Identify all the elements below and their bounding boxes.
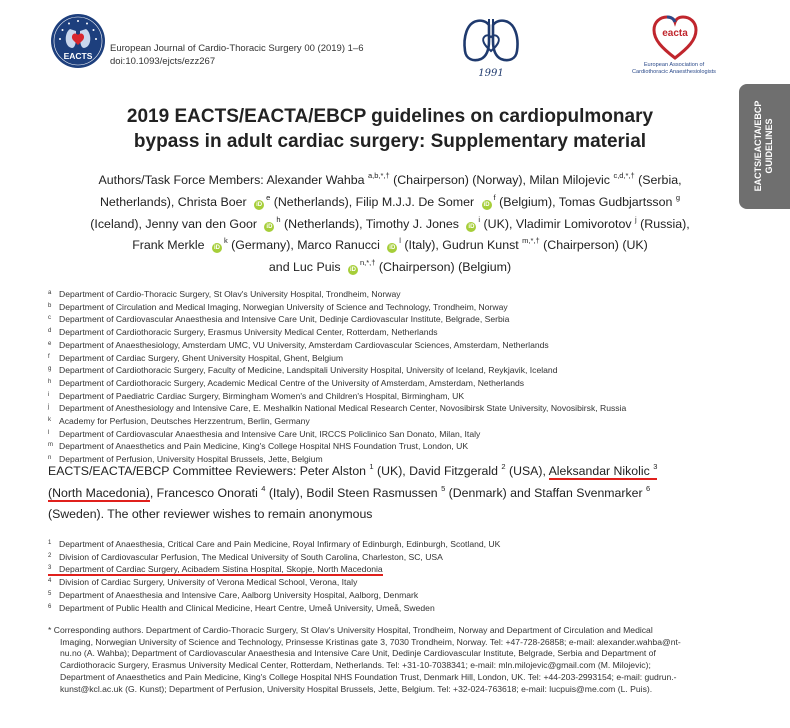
affiliation-item: c Department of Cardiovascular Anaesthesia and Intensive Care Unit, Dedinje Cardiovascular Institute, Belgrade, Serbia	[48, 314, 510, 325]
journal-citation: European Journal of Cardio-Thoracic Surgery 00 (2019) 1–6	[110, 43, 364, 54]
ebcp-logo-year: 1991	[478, 68, 504, 79]
eacta-name-line2: Cardiothoracic Anaesthesiologists	[632, 68, 716, 75]
affiliation-item: b Department of Circulation and Medical Imaging, Norwegian University of Science and Technology, Trondheim, Norway	[48, 301, 508, 312]
affiliation-item: k Academy for Perfusion, Deutsches Herzzentrum, Berlin, Germany	[48, 416, 310, 427]
side-tab-line2: GUIDELINES	[764, 118, 774, 174]
reviewer-line-1: EACTS/EACTA/EBCP Committee Reviewers: Peter Alston $^1$ (UK), David Fitzgerald $^2$ (USA), Aleksandar Nikolic $^3$	[48, 462, 658, 478]
article-title	[50, 104, 730, 154]
author-line-3: (Iceland), Jenny van den Goor $iD^h$ (Netherlands), Timothy J. Jones $iD^i$ (UK), Vladimir Lomivorotov $^j$ (Russia),	[90, 214, 690, 231]
ebcp-logo	[459, 15, 523, 79]
corresponding-line: Imaging, Norwegian University of Science and Technology, Prinsesse Kristinas gate 3, 7030 Trondheim, Norway. Tel: +47-728-26858; e-mail: alexander.wahba@nt-	[60, 636, 681, 647]
affiliation-item: a Department of Cardio-Thoracic Surgery, St Olav's University Hospital, Trondheim, Norway	[48, 289, 401, 299]
title-line1: 2019 EACTS/EACTA/EBCP guidelines on cardiopulmonary	[126, 106, 654, 127]
corresponding-line: Cardiothoracic Surgery, Erasmus University Medical Center, Rotterdam, Netherlands. Tel: +31-10-7038341; e-mail: mln.milojevic@gmail.com (M. Milojevic);	[60, 660, 651, 671]
affiliation-item: i Department of Paediatric Cardiac Surgery, Birmingham Women's and Children's Hospital, Birmingham, UK	[48, 390, 465, 401]
corresponding-line: * Corresponding authors. Department of Cardio-Thoracic Surgery, St Olav's University Hospital, Trondheim, Norway and Department of Circulation and Medical	[48, 625, 653, 635]
orcid-icon[interactable]: iD	[483, 201, 490, 208]
journal-info	[110, 42, 363, 68]
reviewer-affiliation-item: 4 Division of Cardiac Surgery, University of Verona Medical School, Verona, Italy	[48, 577, 358, 588]
highlighted-reviewer-country: (North Macedonia)	[48, 485, 150, 500]
journal-doi: doi:10.1093/ejcts/ezz267	[110, 56, 216, 67]
orcid-icon[interactable]: iD	[213, 245, 220, 252]
orcid-icon[interactable]: iD	[468, 223, 475, 230]
author-line-4: Frank Merkle $iD^k$ (Germany), Marco Ranucci $iD^l$ (Italy), Gudrun Kunst $^{m,*,\dagger}$ (Chairperson) (UK)	[132, 236, 648, 253]
author-line-5: and Luc Puis $iD^{n,*,\dagger}$ (Chairperson) (Belgium)	[268, 258, 512, 275]
affiliation-item: n Department of Perfusion, University Hospital Brussels, Jette, Belgium	[48, 454, 323, 465]
reviewer-line-2: (North Macedonia), Francesco Onorati $^4$ (Italy), Bodil Steen Rasmussen $^5$ (Denmark) and Staffan Svenmarker $^6$	[48, 483, 651, 500]
orcid-icon[interactable]: iD	[256, 201, 263, 208]
reviewer-affiliation-item: 1 Department of Anaesthesia, Critical Care and Pain Medicine, Royal Infirmary of Edinburgh, Edinburgh, Scotland, UK	[48, 539, 501, 549]
reviewer-affiliation-item: 6 Department of Public Health and Clinical Medicine, Heart Centre, Umeå University, Umeå, Sweden	[48, 602, 435, 613]
affiliation-item: h Department of Cardiothoracic Surgery, Academic Medical Centre of the University of Amsterdam, Amsterdam, Netherlands	[48, 377, 525, 388]
eacta-logo-text: eacta	[662, 28, 688, 39]
eacta-name-line1: European Association of	[643, 62, 705, 68]
affiliation-list	[48, 288, 748, 466]
affiliation-item: m Department of Anaesthetics and Pain Medicine, King's College Hospital NHS Foundation Trust, London, UK	[48, 441, 469, 452]
corresponding-authors-footnote	[48, 625, 748, 695]
affiliation-item: f Department of Cardiac Surgery, Ghent University Hospital, Ghent, Belgium	[48, 352, 344, 363]
reviewer-affiliation-item: 5 Department of Anaesthesia and Intensive Care, Aalborg University Hospital, Aalborg, Denmark	[48, 589, 419, 600]
eacts-logo	[50, 13, 106, 69]
author-line-1: Authors/Task Force Members: Alexander Wahba $^{a,b,*,\dagger}$ (Chairperson) (Norway), Milan Milojevic $^{c,d,*,\dagger}$ (Serbia,	[98, 171, 682, 187]
orcid-icon[interactable]: iD	[350, 267, 356, 274]
corresponding-line: kunst@kcl.ac.uk (G. Kunst); Department of Perfusion, University Hospital Brussels, Jette, Belgium. Tel: +32-024-763618; e-mail: lucpuis@me.com (L. Puis).	[60, 683, 653, 694]
eacts-logo-text: EACTS	[63, 51, 93, 61]
affiliation-item: j Department of Anesthesiology and Intensive Care, E. Meshalkin National Medical Research Center, Novosibirsk State University, Novosibirsk, Russia	[48, 403, 627, 414]
affiliation-item: g Department of Cardiothoracic Surgery, Faculty of Medicine, Landspitali University Hospital, University of Iceland, Reykjavik, Iceland	[48, 365, 558, 376]
affiliation-item: l Department of Cardiovascular Anaesthesia and Intensive Care Unit, IRCCS Policlinico San Donato, Milan, Italy	[48, 428, 481, 439]
side-tab-label	[753, 101, 775, 192]
highlighted-reviewer-name: Aleksandar Nikolic $^3$	[548, 462, 658, 478]
orcid-icon[interactable]: iD	[389, 245, 396, 252]
corresponding-line: nu.no (A. Wahba); Department of Cardiovascular Anaesthesia and Intensive Care Unit, Dedinje Cardiovascular Institute, Belgrade, Serbia and Department of	[60, 648, 656, 659]
highlighted-affiliation: 3 Department of Cardiac Surgery, Acibadem Sistina Hospital, Skopje, North Macedonia	[48, 564, 383, 575]
reviewer-line-3: (Sweden). The other reviewer wishes to remain anonymous	[48, 507, 373, 521]
side-tab-line1: EACTS/EACTA/EBCP	[753, 100, 763, 192]
author-list	[50, 170, 730, 279]
reviewer-affiliation-item: 2 Division of Cardiovascular Perfusion, The Medical University of South Carolina, Charleston, SC, USA	[48, 551, 443, 562]
eacta-name	[612, 62, 736, 75]
author-line-2: Netherlands), Christa Boer $iD^e$ (Netherlands), Filip M.J.J. De Somer $iD^f$ (Belgium), Tomas Gudbjartsson $^g$	[99, 192, 681, 209]
corresponding-line: Department of Anaesthetics and Pain Medicine, King's College Hospital NHS Foundation Trust, Denmark Hill, London, UK. Tel: +44-203-2993154; e-mail: gudrun.-	[60, 671, 677, 682]
affiliation-item: d Department of Cardiothoracic Surgery, Erasmus University Medical Center, Rotterdam, Netherlands	[48, 327, 438, 338]
reviewer-affiliation-item-highlighted	[48, 563, 748, 576]
orcid-icon[interactable]: iD	[266, 223, 273, 230]
guidelines-side-tab	[739, 84, 790, 209]
affiliation-item: e Department of Anaesthesiology, Amsterdam UMC, VU University, Amsterdam Cardiovascular Sciences, Amsterdam, Netherlands	[48, 339, 549, 350]
reviewer-affiliation-list	[48, 538, 748, 614]
title-line2: bypass in adult cardiac surgery: Supplementary material	[133, 131, 647, 152]
reviewer-list	[48, 461, 748, 526]
